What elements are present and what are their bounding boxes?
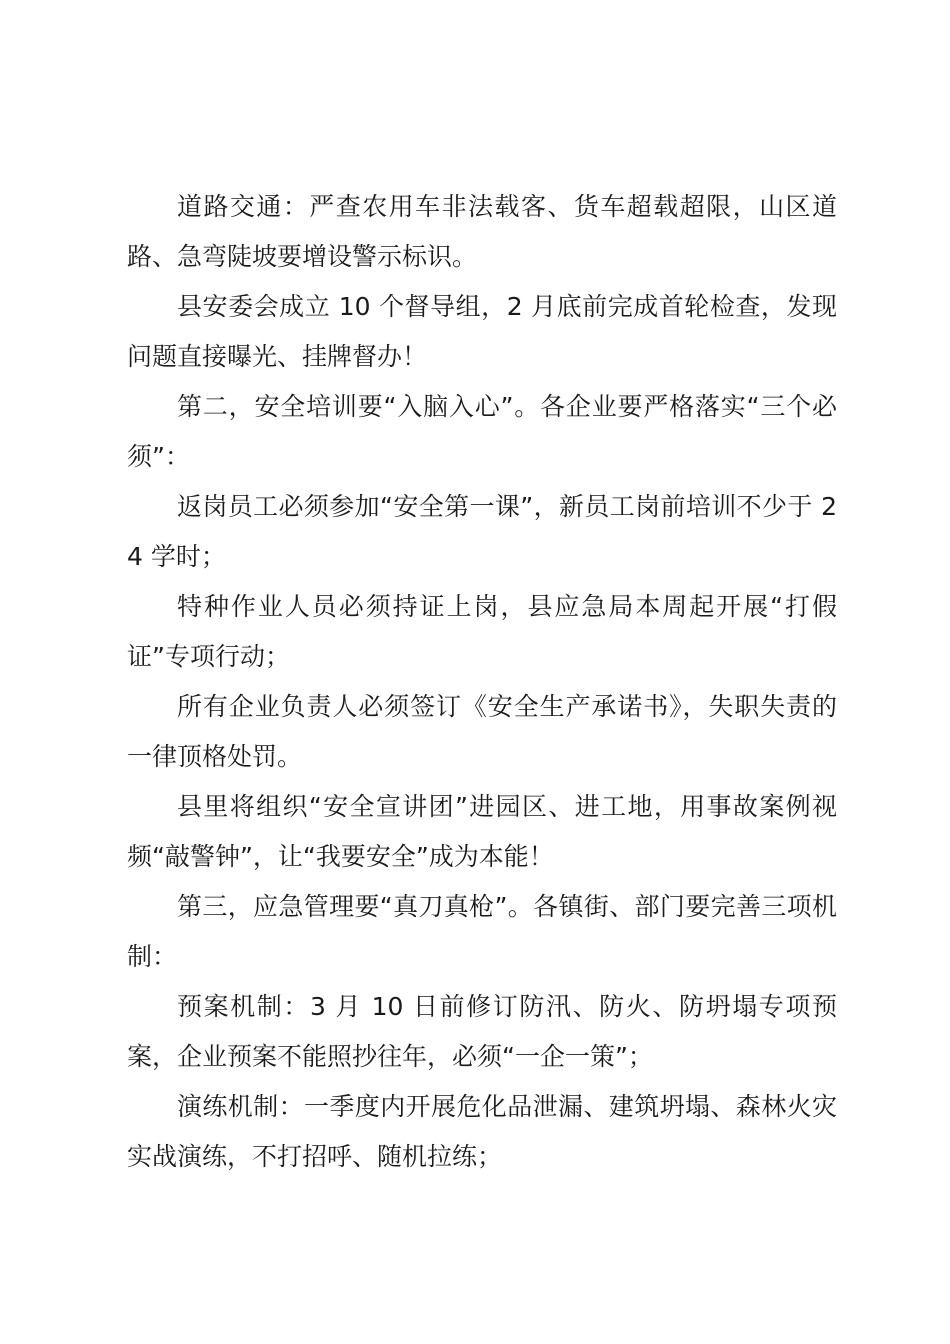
paragraph-enterprise-leaders: 所有企业负责人必须签订《安全生产承诺书》，失职失责的一律顶格处罚。 (127, 692, 837, 771)
paragraph-lecture-group: 县里将组织“安全宣讲团”进园区、进工地，用事故案例视频“敲警钟”，让“我要安全”成为本能！ (127, 792, 837, 871)
paragraph-plan-mechanism: 预案机制：3 月 10 日前修订防汛、防火、防坍塌专项预案，企业预案不能照抄往年，必须“一企一策”； (127, 992, 837, 1071)
paragraph-inspection-groups: 县安委会成立 10 个督导组，2 月底前完成首轮检查，发现问题直接曝光、挂牌督办！ (127, 292, 837, 371)
paragraph-drill-mechanism: 演练机制：一季度内开展危化品泄漏、建筑坍塌、森林火灾实战演练，不打招呼、随机拉练； (127, 1092, 837, 1171)
paragraph-safety-training: 第二，安全培训要“入脑入心”。各企业要严格落实“三个必须”： (127, 392, 837, 471)
paragraph-road-traffic: 道路交通：严查农用车非法载客、货车超载超限，山区道路、急弯陡坡要增设警示标识。 (127, 192, 837, 271)
document-body (127, 182, 837, 1182)
paragraph-special-operators: 特种作业人员必须持证上岗，县应急局本周起开展“打假证”专项行动； (127, 592, 837, 671)
paragraph-returning-staff: 返岗员工必须参加“安全第一课”，新员工岗前培训不少于 24 学时； (127, 492, 837, 571)
paragraph-emergency-management: 第三，应急管理要“真刀真枪”。各镇街、部门要完善三项机制： (127, 892, 837, 971)
